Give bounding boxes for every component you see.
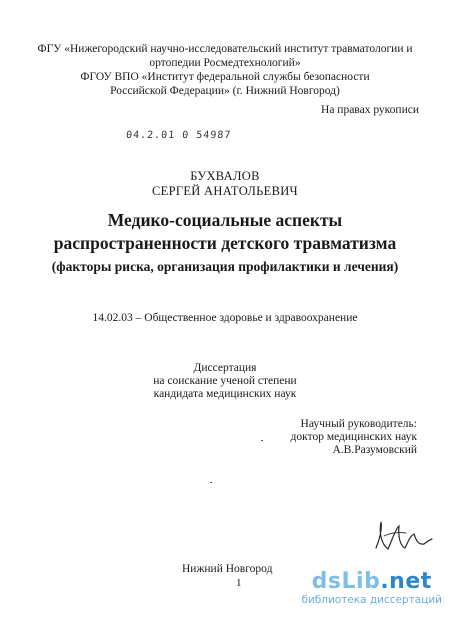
watermark-brand bbox=[301, 570, 442, 594]
watermark-tagline: библиотека диссертаций bbox=[301, 594, 442, 606]
scan-speck bbox=[210, 482, 212, 483]
institution-line-4: Российской Федерации» (г. Нижний Новгород) bbox=[110, 85, 340, 97]
specialty-code: 14.02.03 – Общественное здоровье и здравоохранение bbox=[92, 312, 358, 324]
signature-image bbox=[372, 518, 434, 558]
institution-line-3: ФГОУ ВПО «Институт федеральной службы безопасности bbox=[80, 71, 370, 83]
manuscript-note: На правах рукописи bbox=[321, 104, 419, 116]
city: Нижний Новгород bbox=[182, 563, 273, 575]
registry-stamp: 04.2.01 0 54987 bbox=[125, 130, 232, 141]
dissertation-line-2: на соискание ученой степени bbox=[153, 375, 297, 387]
supervisor-degree: доктор медицинских наук bbox=[290, 431, 417, 443]
title-line-1: Медико-социальные аспекты bbox=[107, 210, 343, 230]
supervisor-name: А.В.Разумовский bbox=[332, 444, 417, 456]
author-name: СЕРГЕЙ АНАТОЛЬЕВИЧ bbox=[152, 184, 298, 198]
watermark-brand-part2: .net bbox=[380, 569, 432, 594]
dissertation-line-3: кандидата медицинских наук bbox=[153, 388, 297, 400]
supervisor-label: Научный руководитель: bbox=[300, 418, 417, 430]
page-number: 1 bbox=[236, 577, 242, 589]
dslib-watermark bbox=[301, 570, 442, 607]
title-line-2: распространенности детского травматизма bbox=[53, 233, 397, 253]
title-subtitle: (факторы риска, организация профилактики и лечения) bbox=[51, 259, 399, 274]
author-surname: БУХВАЛОВ bbox=[190, 169, 260, 183]
institution-line-1: ФГУ «Нижегородский научно-исследовательский институт травматологии и bbox=[37, 43, 413, 55]
dissertation-line-1: Диссертация bbox=[193, 362, 257, 374]
watermark-brand-part1: dsLib bbox=[311, 569, 381, 594]
institution-line-2: ортопедии Росмедтехнологий» bbox=[149, 57, 301, 69]
scan-speck bbox=[261, 440, 263, 441]
